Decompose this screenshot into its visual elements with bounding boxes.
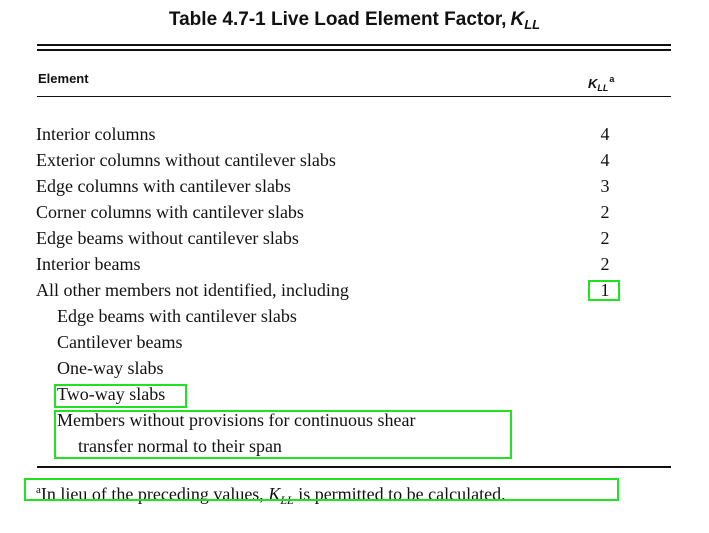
top-rule-1 xyxy=(37,44,671,46)
table-row-label: Interior columns xyxy=(36,124,156,144)
table-row-label: Exterior columns without cantilever slabs xyxy=(36,150,336,170)
table-row-value-highlighted: 1 xyxy=(600,280,610,300)
sub-item-continuation: transfer normal to their span xyxy=(78,436,282,456)
table-row-value: 4 xyxy=(600,150,610,170)
sub-item: One-way slabs xyxy=(57,358,164,378)
table-row-label: Interior beams xyxy=(36,254,141,274)
table-row-value: 2 xyxy=(600,254,610,274)
table-row-label: Corner columns with cantilever slabs xyxy=(36,202,304,222)
table-row-value: 2 xyxy=(600,228,610,248)
sub-item: Cantilever beams xyxy=(57,332,183,352)
highlight-box-members xyxy=(54,410,512,459)
table-title-k-symbol: $K_{LL}$ xyxy=(510,9,541,32)
column-header-kll: $K_{LL}^a$ xyxy=(588,74,615,93)
table-row-value: 4 xyxy=(600,124,610,144)
highlight-box-footnote xyxy=(24,478,619,501)
table-title-text: Table 4.7-1 Live Load Element Factor, xyxy=(168,9,507,30)
sub-item: Edge beams with cantilever slabs xyxy=(57,306,297,326)
table-row-label: Edge columns with cantilever slabs xyxy=(36,176,291,196)
footnote-k-symbol: $K_{LL}$ xyxy=(268,484,294,507)
header-rule xyxy=(37,96,671,97)
table-row-label: Edge beams without cantilever slabs xyxy=(36,228,299,248)
sub-item-highlighted: Members without provisions for continuous shear xyxy=(57,410,416,430)
table-title xyxy=(0,7,709,38)
sub-item-highlighted: Two-way slabs xyxy=(57,384,166,404)
top-rule-2 xyxy=(37,49,671,51)
table-row-value: 2 xyxy=(600,202,610,222)
bottom-rule xyxy=(37,466,671,468)
highlight-box-two-way-slabs xyxy=(54,384,187,408)
column-header-element: Element xyxy=(38,71,89,86)
footnote: $^a$In lieu of the preceding values, $K_{LL}$ is permitted to be calculated. xyxy=(36,484,506,507)
highlight-box-value xyxy=(588,280,620,301)
table-row-label: All other members not identified, including xyxy=(36,280,349,300)
table-row-value: 3 xyxy=(600,176,610,196)
